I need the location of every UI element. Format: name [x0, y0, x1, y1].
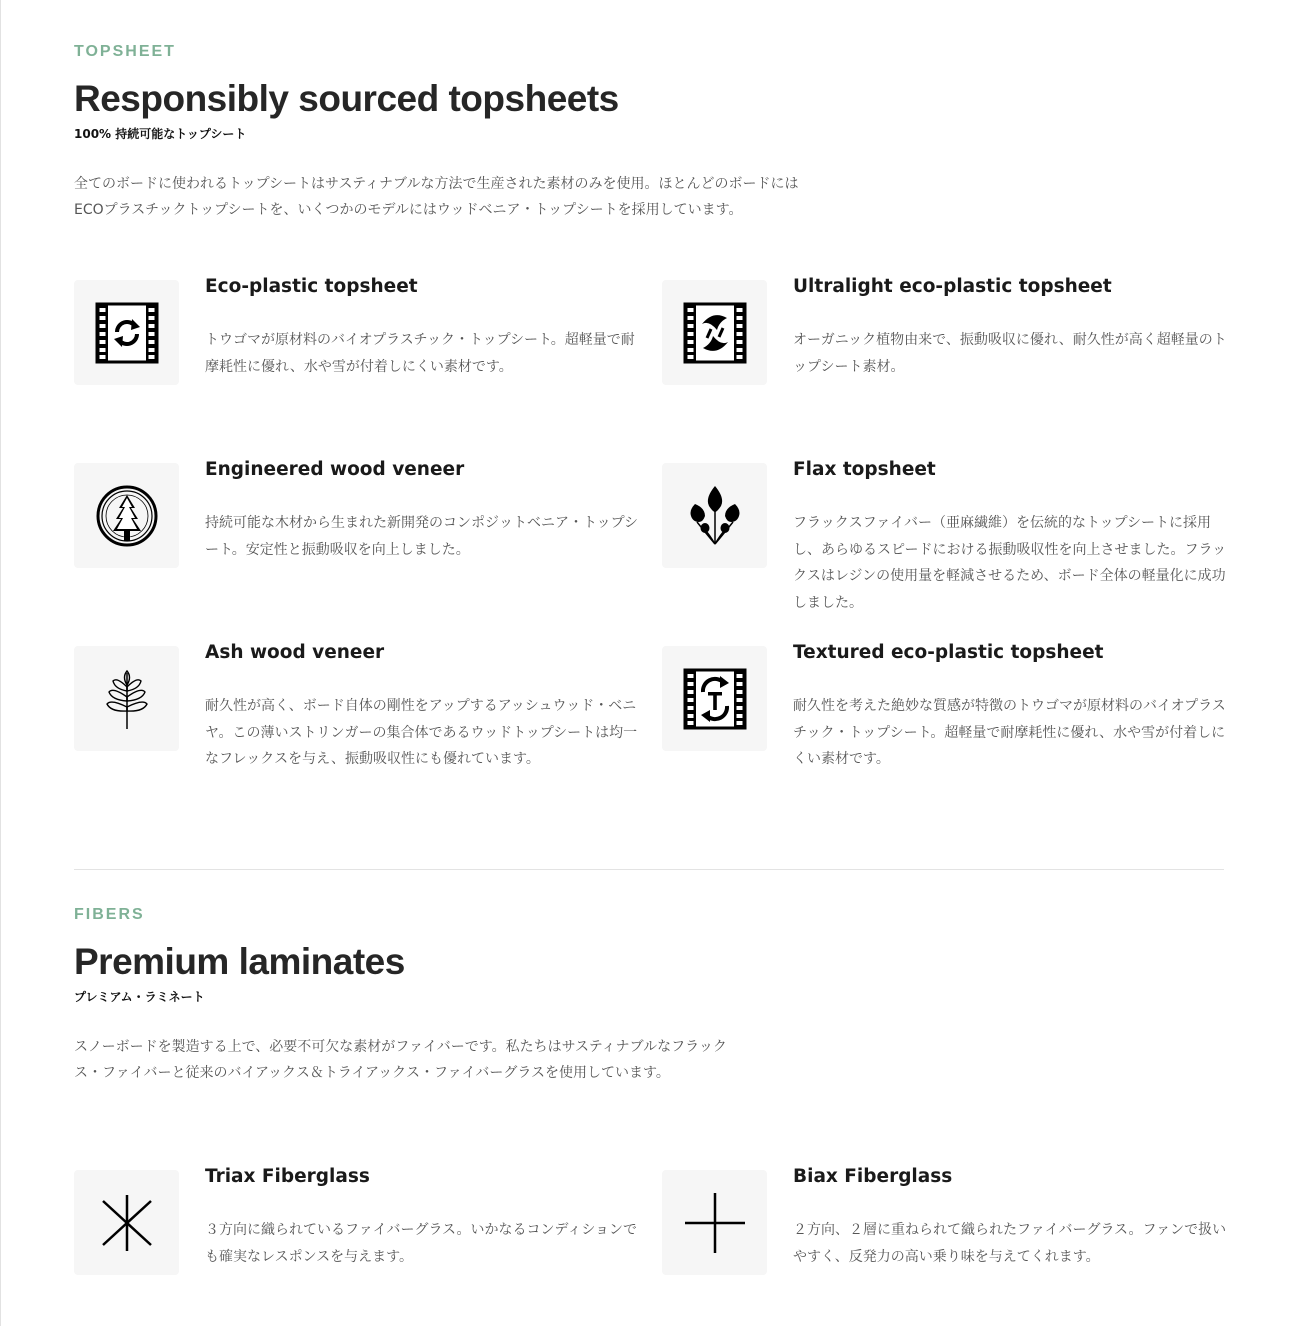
feature-description: ３方向に織られているファイバーグラス。いかなるコンディションでも確実なレスポンスを与えます。 [205, 1222, 638, 1265]
texture-recycle-film-icon [662, 646, 767, 751]
leaf-recycle-film-icon [662, 280, 767, 385]
feature-title: Triax Fiberglass [205, 1166, 370, 1187]
feature-ash-wood [74, 642, 649, 786]
feature-title: Ultralight eco-plastic topsheet [793, 276, 1112, 297]
feature-title: Biax Fiberglass [793, 1166, 953, 1187]
triax-icon [74, 1170, 179, 1275]
feature-textured-eco-plastic [662, 642, 1226, 786]
fibers-section [74, 870, 1227, 1326]
ash-leaf-icon [74, 646, 179, 751]
fibers-title: Premium laminates [74, 941, 405, 982]
topsheet-intro [74, 171, 894, 223]
feature-title: Textured eco-plastic topsheet [793, 642, 1104, 663]
feature-description: フラックスファイバー（亜麻繊維）を伝統的なトップシートに採用し、あらゆるスピードにおける振動吸収性を向上させました。フラックスはレジンの使用量を軽減させるため、ボード全体の軽量化に成功しました。 [793, 515, 1227, 611]
feature-title: Engineered wood veneer [205, 459, 465, 480]
feature-description: 耐久性を考えた絶妙な質感が特徴のトウゴマが原材料のバイオプラスチック・トップシート。超軽量で耐摩耗性に優れ、水や雪が付着しにくい素材です。 [793, 698, 1226, 767]
tree-stump-icon [74, 463, 179, 568]
page-left-border [0, 0, 1, 1326]
biax-icon [662, 1170, 767, 1275]
flax-plant-icon [662, 463, 767, 568]
fibers-intro: スノーボードを製造する上で、必要不可欠な素材がファイバーです。私たちはサスティナブルなフラックス・ファイバーと従来のバイアックス＆トライアックス・ファイバーグラスを使用しています。 [74, 1039, 727, 1081]
recycle-film-icon [74, 280, 179, 385]
topsheet-section [74, 0, 1227, 860]
topsheet-subtitle: 100% 持続可能なトップシート [74, 127, 247, 141]
feature-biax [662, 1166, 1227, 1290]
feature-description: ２方向、２層に重ねられて織られたファイバーグラス。ファンで扱いやすく、反発力の高い乗り味を与えてくれます。 [793, 1222, 1227, 1265]
feature-description: 持続可能な木材から生まれた新開発のコンポジットベニア・トップシート。安定性と振動吸収を向上しました。 [205, 515, 639, 558]
feature-flax [662, 459, 1227, 623]
topsheet-eyebrow: TOPSHEET [74, 43, 176, 60]
feature-description: トウゴマが原材料のバイオプラスチック・トップシート。超軽量で耐摩耗性に優れ、水や雪が付着しにくい素材です。 [205, 332, 635, 375]
feature-ultralight-eco-plastic [662, 276, 1227, 420]
feature-description: 耐久性が高く、ボード自体の剛性をアップするアッシュウッド・ベニヤ。この薄いストリンガーの集合体であるウッドトップシートは均一なフレックスを与え、振動吸収性にも優れています。 [205, 698, 638, 767]
feature-triax [74, 1166, 649, 1290]
topsheet-title: Responsibly sourced topsheets [74, 78, 619, 119]
feature-eco-plastic [74, 276, 649, 420]
feature-title: Eco-plastic topsheet [205, 276, 418, 297]
fibers-subtitle: プレミアム・ラミネート [74, 990, 205, 1004]
feature-title: Ash wood veneer [205, 642, 385, 663]
topsheet-intro-line2: ECOプラスチックトップシートを、いくつかのモデルにはウッドベニア・トップシートを採用しています。 [74, 202, 743, 218]
topsheet-intro-line1: 全てのボードに使われるトップシートはサスティナブルな方法で生産された素材のみを使用。ほとんどのボードには [74, 176, 799, 192]
feature-engineered-wood [74, 459, 649, 603]
feature-description: オーガニック植物由来で、振動吸収に優れ、耐久性が高く超軽量のトップシート素材。 [793, 332, 1227, 375]
fibers-eyebrow: FIBERS [74, 906, 145, 923]
feature-title: Flax topsheet [793, 459, 936, 480]
